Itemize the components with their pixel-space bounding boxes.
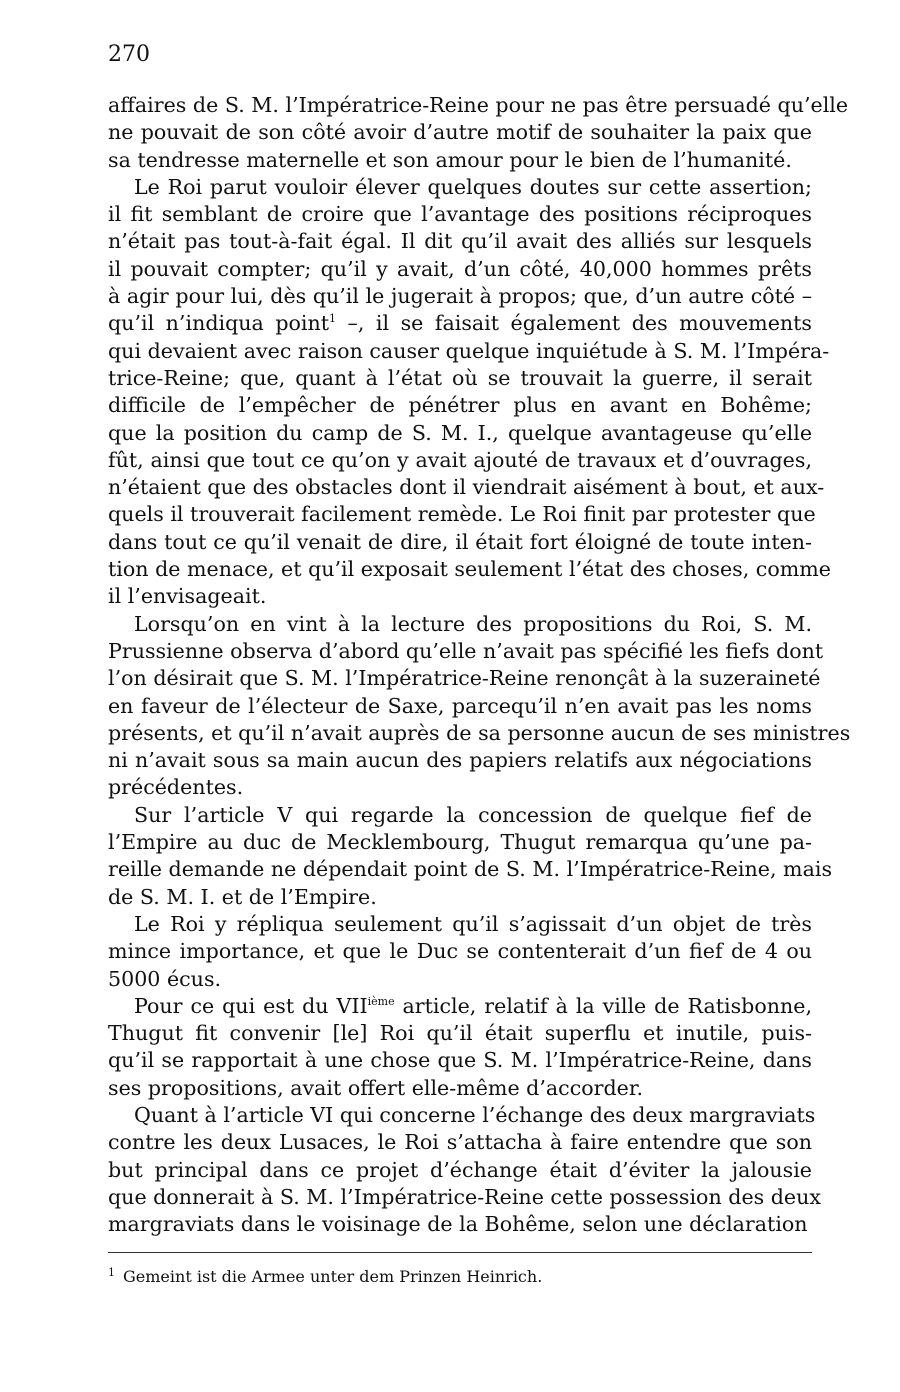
text-line: n’étaient que des obstacles dont il viendrait aisément à bout, et aux- — [108, 475, 825, 500]
body-text — [108, 92, 851, 1238]
text-line: ni n’avait sous sa main aucun des papiers relatifs aux négociations — [108, 748, 812, 773]
text-line: contre les deux Lusaces, le Roi s’attacha à faire entendre que son — [108, 1130, 812, 1155]
paragraph — [108, 92, 849, 174]
text-line: trice-Reine; que, quant à l’état où se trouvait la guerre, il serait — [108, 365, 812, 390]
footnote-text: Gemeint ist die Armee unter dem Prinzen Heinrich. — [123, 1267, 543, 1286]
text-line: en faveur de l’électeur de Saxe, parcequ’il n’en avait pas les noms — [108, 693, 812, 718]
text-line: reille demande ne dépendait point de S. M. l’Impératrice-Reine, mais — [108, 857, 833, 882]
text-line: affaires de S. M. l’Impératrice-Reine pour ne pas être persuadé qu’elle — [108, 93, 849, 117]
text-line: qu’il se rapportait à une chose que S. M. l’Impératrice-Reine, dans — [108, 1048, 812, 1073]
text-line: à agir pour lui, dès qu’il le jugerait à propos; que, d’un autre côté – — [108, 284, 812, 309]
text-line: Quant à l’article VI qui concerne l’échange des deux margraviats — [134, 1102, 816, 1127]
text-line: de S. M. I. et de l’Empire. — [108, 884, 377, 909]
footnote-mark: 1 — [108, 1266, 115, 1279]
text-line: quels il trouverait facilement remède. Le Roi finit par protester que — [108, 502, 816, 527]
text-line: qui devaient avec raison causer quelque inquiétude à S. M. l’Impéra- — [108, 338, 830, 363]
text-line: Le Roi y répliqua seulement qu’il s’agissait d’un objet de très — [134, 911, 812, 936]
text-line: Thugut fit convenir [le] Roi qu’il était superflu et inutile, puis- — [108, 1021, 812, 1046]
text-line: il fit semblant de croire que l’avantage des positions réciproques — [108, 202, 812, 227]
text-line: mince importance, et que le Duc se contenterait d’un fief de 4 ou — [108, 939, 812, 964]
text-line: difficile de l’empêcher de pénétrer plus en avant en Bohême; — [108, 393, 812, 418]
text-line: que la position du camp de S. M. I., quelque avantageuse qu’elle — [108, 420, 812, 445]
text-line: Prussienne observa d’abord qu’elle n’avait pas spécifié les fiefs dont — [108, 638, 824, 663]
footnote — [108, 1260, 812, 1290]
text-line: présents, et qu’il n’avait auprès de sa personne aucun de ses ministres — [108, 720, 851, 745]
text-line: sa tendresse maternelle et son amour pour le bien de l’humanité. — [108, 147, 792, 172]
text-line: Pour ce qui est du VIIième article, relatif à la ville de Ratisbonne, — [134, 993, 812, 1018]
text-line: n’était pas tout-à-fait égal. Il dit qu’il avait des alliés sur lesquels — [108, 229, 812, 254]
text-line: que donnerait à S. M. l’Impératrice-Reine cette possession des deux — [108, 1184, 821, 1209]
paragraph — [108, 611, 851, 802]
paragraph — [108, 174, 831, 611]
text-line: Sur l’article V qui regarde la concession de quelque fief de — [134, 802, 812, 827]
text-line: précédentes. — [108, 775, 244, 800]
paragraph — [108, 802, 833, 911]
text-line: 5000 écus. — [108, 966, 222, 991]
paragraph — [108, 993, 812, 1102]
text-line: ne pouvait de son côté avoir d’autre motif de souhaiter la paix que — [108, 120, 812, 145]
text-line: qu’il n’indiqua point$^1$ –, il se faisait également des mouvements — [108, 311, 812, 336]
text-line: l’Empire au duc de Mecklembourg, Thugut remarqua qu’une pa- — [108, 830, 812, 855]
paragraph — [108, 911, 812, 993]
text-line: Le Roi parut vouloir élever quelques doutes sur cette assertion; — [134, 174, 812, 199]
text-line: tion de menace, et qu’il exposait seulement l’état des choses, comme — [108, 557, 831, 582]
text-line: ses propositions, avait offert elle-même d’accorder. — [108, 1075, 643, 1100]
text-line: il pouvait compter; qu’il y avait, d’un côté, 40,000 hommes prêts — [108, 256, 812, 281]
footnote-divider — [108, 1252, 812, 1253]
page-number: 270 — [108, 42, 150, 67]
text-line: l’on désirait que S. M. l’Impératrice-Reine renonçât à la suzeraineté — [108, 666, 821, 691]
text-line: but principal dans ce projet d’échange était d’éviter la jalousie — [108, 1157, 812, 1182]
text-line: Lorsqu’on en vint à la lecture des propositions du Roi, S. M. — [134, 611, 812, 636]
text-line: il l’envisageait. — [108, 584, 267, 609]
text-line: fût, ainsi que tout ce qu’on y avait ajouté de travaux et d’ouvrages, — [108, 447, 812, 472]
text-line: dans tout ce qu’il venait de dire, il était fort éloigné de toute inten- — [108, 529, 812, 554]
paragraph — [108, 1102, 821, 1238]
text-line: margraviats dans le voisinage de la Bohême, selon une déclaration — [108, 1212, 808, 1237]
